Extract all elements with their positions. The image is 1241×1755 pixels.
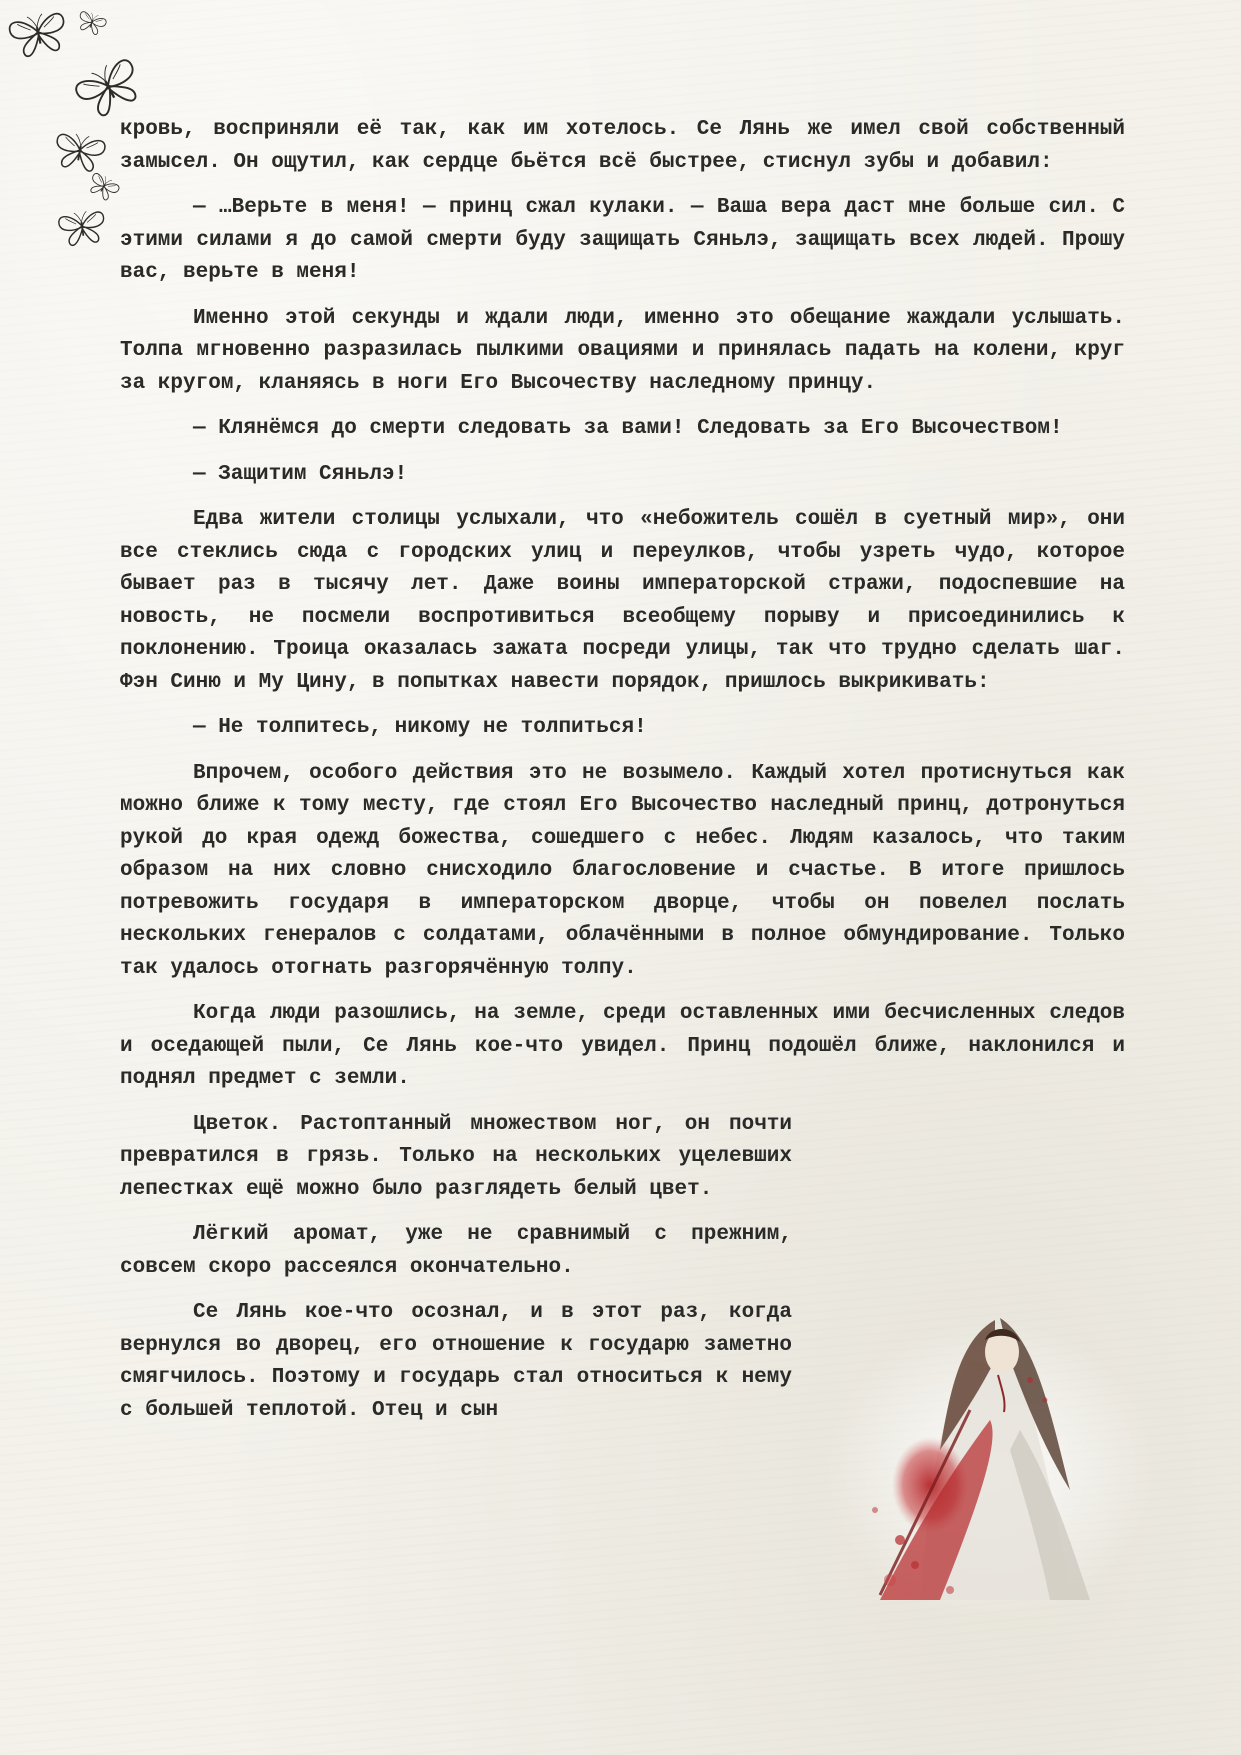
paragraph: Именно этой секунды и ждали люди, именно это обещание жаждали услышать. Толпа мгновенно разразилась пылкими овациями и принялась падать на колени, круг за кругом, кланяясь в ноги Его Высочеству наследному принцу.: [120, 306, 1125, 395]
paragraph: — …Верьте в меня! — принц сжал кулаки. — Ваша вера даст мне больше сил. С этими силами я до самой смерти буду защищать Сяньлэ, защищать всех людей. Прошу вас, верьте в меня!: [120, 196, 1125, 284]
body-text: [120, 114, 1125, 1440]
character-illustration: [820, 1300, 1160, 1620]
paragraph: — Не толпитесь, никому не толпиться!: [193, 716, 647, 739]
wrapped-text-column: [120, 1109, 792, 1428]
butterfly-icon: [8, 10, 69, 59]
paragraph: кровь, восприняли её так, как им хотелось. Се Лянь же имел свой собственный замысел. Он ощутил, как сердце бьётся всё быстрее, стиснул зубы и добавил:: [120, 118, 1125, 174]
paragraph: Се Лянь кое-что осознал, и в этот раз, когда вернулся во дворец, его отношение к государю заметно смягчилось. Поэтому и государь стал относиться к нему с большей теплотой. Отец и сын: [120, 1301, 792, 1422]
butterfly-icon: [76, 9, 108, 36]
butterfly-icon: [86, 171, 121, 203]
paragraph: Едва жители столицы услыхали, что «небожитель сошёл в суетный мир», они все стеклись сюда с городских улиц и переулков, чтобы узреть чудо, которое бывает раз в тысячу лет. Даже воины императорской стражи, подоспевшие на новость, не посмели воспротивиться всеобщему порыву и присоединились к поклонению. Троица оказалась зажата посреди улицы, так что трудно сделать шаг. Фэн Синю и Му Цину, в попытках навести порядок, пришлось выкрикивать:: [120, 508, 1125, 694]
paragraph: Впрочем, особого действия это не возымело. Каждый хотел протиснуться как можно ближе к тому месту, где стоял Его Высочество наследный принц, дотронуться рукой до края одежд божества, сошедшего с небес. Людям казалось, что таким образом на них словно снисходило благословение и счастье. В итоге пришлось потревожить государя в императорском дворце, чтобы он повелел послать нескольких генералов с солдатами, облачёнными в полное обмундирование. Только так удалось отогнать разгорячённую толпу.: [120, 761, 1125, 980]
butterfly-icon: [58, 209, 107, 247]
butterfly-icon: [53, 131, 106, 173]
paragraph: — Клянёмся до смерти следовать за вами! Следовать за Его Высочеством!: [193, 417, 1063, 440]
paragraph: — Защитим Сяньлэ!: [193, 462, 408, 486]
paragraph: Когда люди разошлись, на земле, среди оставленных ими бесчисленных следов и оседающей пыли, Се Лянь кое-что увидел. Принц подошёл ближе, наклонился и поднял предмет с земли.: [120, 1002, 1125, 1090]
paragraph: Цветок. Растоптанный множеством ног, он почти превратился в грязь. Только на нескольких уцелевших лепестках ещё можно было разглядеть белый цвет.: [120, 1112, 792, 1201]
butterfly-icon: [72, 55, 146, 122]
paragraph: Лёгкий аромат, уже не сравнимый с прежним, совсем скоро рассеялся окончательно.: [120, 1223, 792, 1279]
